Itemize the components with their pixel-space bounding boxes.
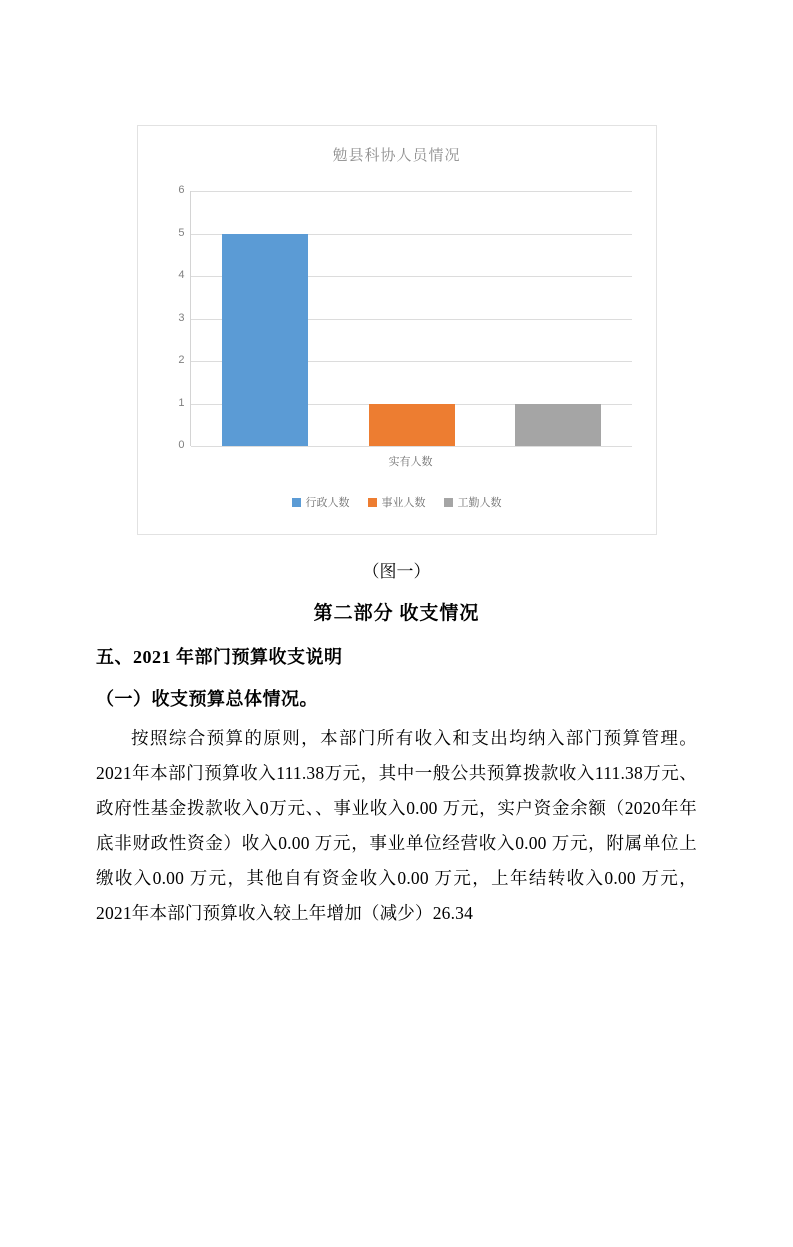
heading-five: 五、2021 年部门预算收支说明 xyxy=(96,647,343,667)
ytick-1: 1 xyxy=(178,396,185,409)
gridline-0 xyxy=(191,446,632,447)
bar-slot-institutional xyxy=(338,191,485,446)
bar-worker[interactable] xyxy=(515,404,601,447)
chart-axes xyxy=(178,184,632,451)
legend-item-administrative[interactable] xyxy=(292,494,350,510)
chart-title: 勉县科协人员情况 xyxy=(332,147,461,164)
document-page xyxy=(0,125,793,1247)
chart-plot-area xyxy=(138,181,658,471)
chart-figure xyxy=(137,125,657,535)
ytick-0: 0 xyxy=(178,439,185,451)
ytick-5: 5 xyxy=(178,226,185,239)
bar-institutional[interactable] xyxy=(369,404,455,447)
bar-slot-administrative xyxy=(192,191,339,446)
legend-swatch-institutional xyxy=(368,498,377,507)
legend-swatch-worker xyxy=(444,498,453,507)
bar-slot-worker xyxy=(485,191,632,446)
chart-legend xyxy=(138,494,656,510)
ytick-4: 4 xyxy=(178,269,185,281)
figure-caption: （图一） xyxy=(362,562,431,581)
legend-swatch-administrative xyxy=(292,498,301,507)
legend-label-worker: 工勤人数 xyxy=(457,497,502,509)
chart-bars xyxy=(192,191,632,446)
heading-subsection-one: （一）收支预算总体情况。 xyxy=(96,689,318,709)
ytick-2: 2 xyxy=(178,354,185,366)
body-paragraph: 按照综合预算的原则，本部门所有收入和支出均纳入部门预算管理。2021年本部门预算收入111.38万元，其中一般公共预算拨款收入111.38万元、政府性基金拨款收入0万元、、事业收入0.00 万元，实户资金余额（2020年年底非财政性资金）收入0.00 万元，事业单位经营收入0.00 万元，附属单位上缴收入0.00 万元，其他自有资金收入0.00 万元，上年结转收入0.00 万元，2021年本部门预算收入较上年增加（减少）26.34 xyxy=(96,728,697,923)
bar-administrative[interactable] xyxy=(222,234,308,447)
legend-item-worker[interactable] xyxy=(444,494,502,510)
legend-label-institutional: 事业人数 xyxy=(381,497,426,509)
legend-item-institutional[interactable] xyxy=(368,494,426,510)
ytick-3: 3 xyxy=(178,311,185,324)
chart-x-axis-label: 实有人数 xyxy=(388,456,433,468)
legend-label-administrative: 行政人数 xyxy=(305,497,350,509)
section-heading: 第二部分 收支情况 xyxy=(313,603,480,624)
ytick-6: 6 xyxy=(178,184,185,196)
